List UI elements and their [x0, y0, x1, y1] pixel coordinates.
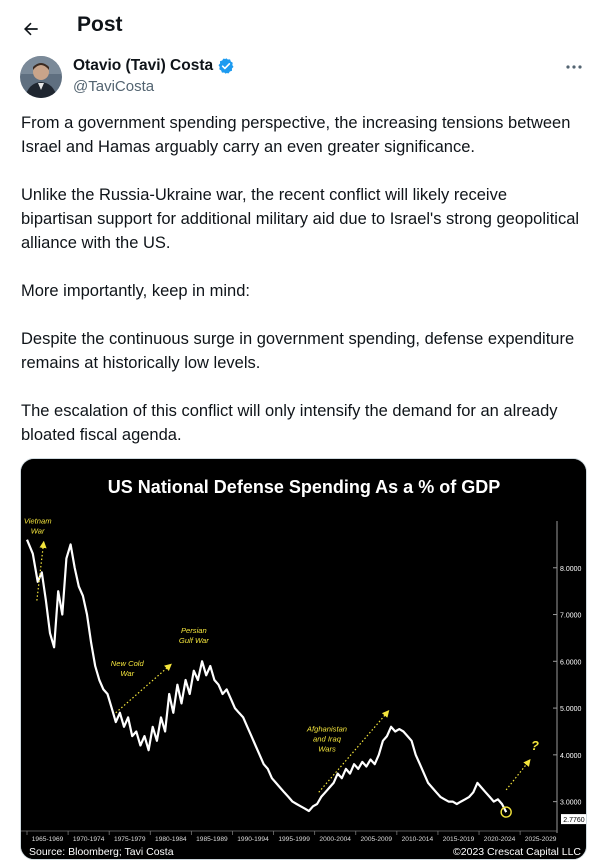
annotation-label: ?: [530, 738, 539, 754]
post-paragraph: The escalation of this conflict will only intensify the demand for an already bloated fiscal agenda.: [21, 402, 558, 444]
x-tick-label: 2025-2029: [524, 836, 557, 843]
x-tick-label: 2000-2004: [319, 836, 351, 843]
post-paragraph: Despite the continuous surge in government spending, defense expenditure remains at historically low levels.: [21, 330, 575, 372]
chart-annotation: [179, 626, 209, 645]
page-title: Post: [77, 13, 123, 36]
chart-source: Source: Bloomberg; Tavi Costa: [29, 846, 174, 858]
x-tick-label: 2005-2009: [360, 836, 393, 843]
post-header: [0, 0, 606, 56]
x-tick-label: 1965-1969: [31, 836, 64, 843]
y-tick-label: 8.0000: [560, 565, 582, 573]
more-horizontal-icon: [565, 64, 583, 70]
y-tick-label: 5.0000: [560, 706, 582, 714]
x-tick-label: 1985-1989: [196, 836, 228, 843]
author-name[interactable]: Otavio (Tavi) Costa: [73, 57, 214, 74]
x-tick-label: 1980-1984: [155, 836, 187, 843]
defense-spending-chart: [21, 459, 587, 860]
author-handle[interactable]: @TaviCosta: [73, 78, 155, 95]
x-tick-label: 2015-2019: [442, 836, 475, 843]
post-author: [20, 56, 586, 104]
post-paragraph: Unlike the Russia-Ukraine war, the recent conflict will likely receive bipartisan support for additional military aid due to Israel's strong geopolitical alliance with the US.: [21, 186, 580, 252]
post-text: [21, 111, 581, 471]
x-tick-label: 1990-1994: [237, 836, 269, 843]
back-button[interactable]: [16, 14, 46, 44]
annotation-label: New Cold: [110, 658, 144, 668]
post-paragraph: From a government spending perspective, the increasing tensions between Israel and Hamas arguably carry an even greater significance.: [21, 114, 571, 156]
last-value-label: 2.7760: [563, 817, 585, 825]
annotation-label: Vietnam: [23, 516, 52, 526]
annotation-label: Wars: [318, 744, 336, 754]
chart-image[interactable]: [20, 458, 587, 860]
y-tick-label: 7.0000: [560, 612, 582, 620]
x-tick-label: 2020-2024: [483, 836, 516, 843]
chart-copyright: ©2023 Crescat Capital LLC: [453, 846, 581, 858]
post-paragraph: More importantly, keep in mind:: [21, 282, 250, 300]
annotation-label: Afghanistan: [306, 724, 348, 734]
x-tick-label: 1995-1999: [278, 836, 310, 843]
verified-badge-icon: [217, 57, 235, 75]
annotation-label: War: [120, 668, 135, 678]
annotation-label: and Iraq: [313, 734, 341, 744]
annotation-label: War: [30, 526, 45, 536]
x-tick-label: 1970-1974: [72, 836, 105, 843]
more-options-button[interactable]: [562, 58, 586, 76]
annotation-label: Gulf War: [178, 636, 209, 646]
x-tick-label: 2010-2014: [401, 836, 434, 843]
y-tick-label: 3.0000: [560, 799, 582, 807]
chart-title: US National Defense Spending As a % of GDP: [107, 477, 501, 497]
annotation-label: Persian: [180, 626, 207, 636]
arrow-left-icon: [21, 19, 41, 39]
x-tick-label: 1975-1979: [113, 836, 146, 843]
avatar[interactable]: [20, 56, 62, 98]
y-tick-label: 6.0000: [560, 659, 582, 667]
y-tick-label: 4.0000: [560, 752, 582, 760]
